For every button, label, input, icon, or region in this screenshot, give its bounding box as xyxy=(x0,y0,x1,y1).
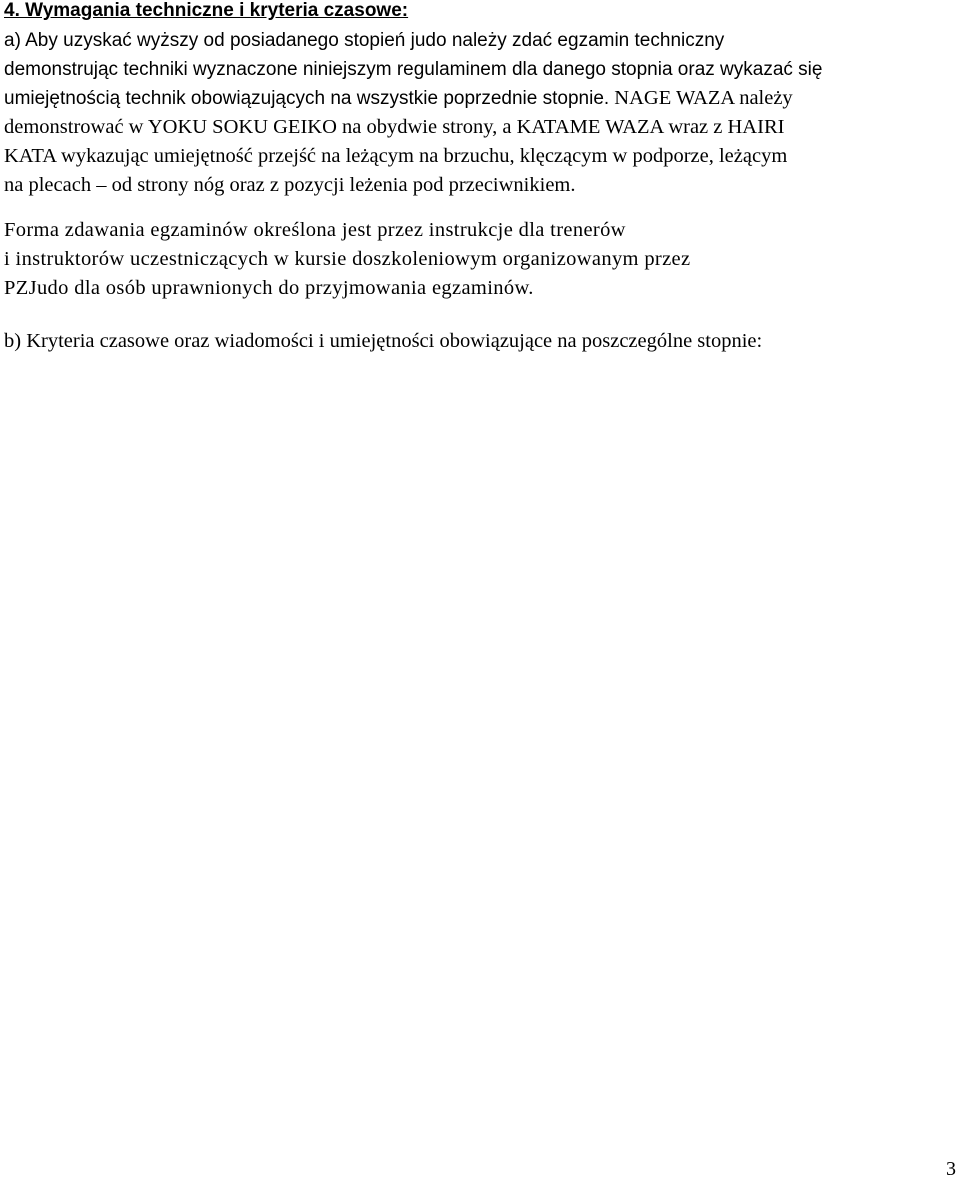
paragraph-exam-form xyxy=(4,216,690,303)
paragraph-a-line-3-serif: NAGE WAZA należy xyxy=(609,87,793,109)
section-technical-requirements xyxy=(4,0,822,200)
page-number: 3 xyxy=(946,1158,956,1180)
paragraph-a-line-6: na plecach – od strony nóg oraz z pozycji leżenia pod przeciwnikiem. xyxy=(4,174,576,196)
paragraph-a-line-3-sans: umiejętnością technik obowiązujących na wszystkie poprzednie stopnie. xyxy=(4,88,610,109)
paragraph-a-line-3 xyxy=(4,84,822,113)
paragraph-b xyxy=(4,327,762,356)
exam-form-line-1: Forma zdawania egzaminów określona jest przez instrukcje dla trenerów xyxy=(4,219,626,241)
paragraph-a-line-2: demonstrując techniki wyznaczone niniejszym regulaminem dla danego stopnia oraz wykazać się xyxy=(4,59,823,80)
section-heading: 4. Wymagania techniczne i kryteria czasowe: xyxy=(4,0,409,21)
paragraph-a-line-5: KATA wykazując umiejętność przejść na leżącym na brzuchu, klęczącym w podporze, leżącym xyxy=(4,145,788,167)
exam-form-line-2: i instruktorów uczestniczących w kursie doszkoleniowym organizowanym przez xyxy=(4,248,691,270)
paragraph-b-text: b) Kryteria czasowe oraz wiadomości i umiejętności obowiązujące na poszczególne stopnie: xyxy=(4,330,763,352)
exam-form-line-3: PZJudo dla osób uprawnionych do przyjmowania egzaminów. xyxy=(4,277,534,299)
paragraph-a-line-1: a) Aby uzyskać wyższy od posiadanego stopień judo należy zdać egzamin techniczny xyxy=(4,30,725,51)
paragraph-a-line-4: demonstrować w YOKU SOKU GEIKO na obydwie strony, a KATAME WAZA wraz z HAIRI xyxy=(4,116,785,138)
